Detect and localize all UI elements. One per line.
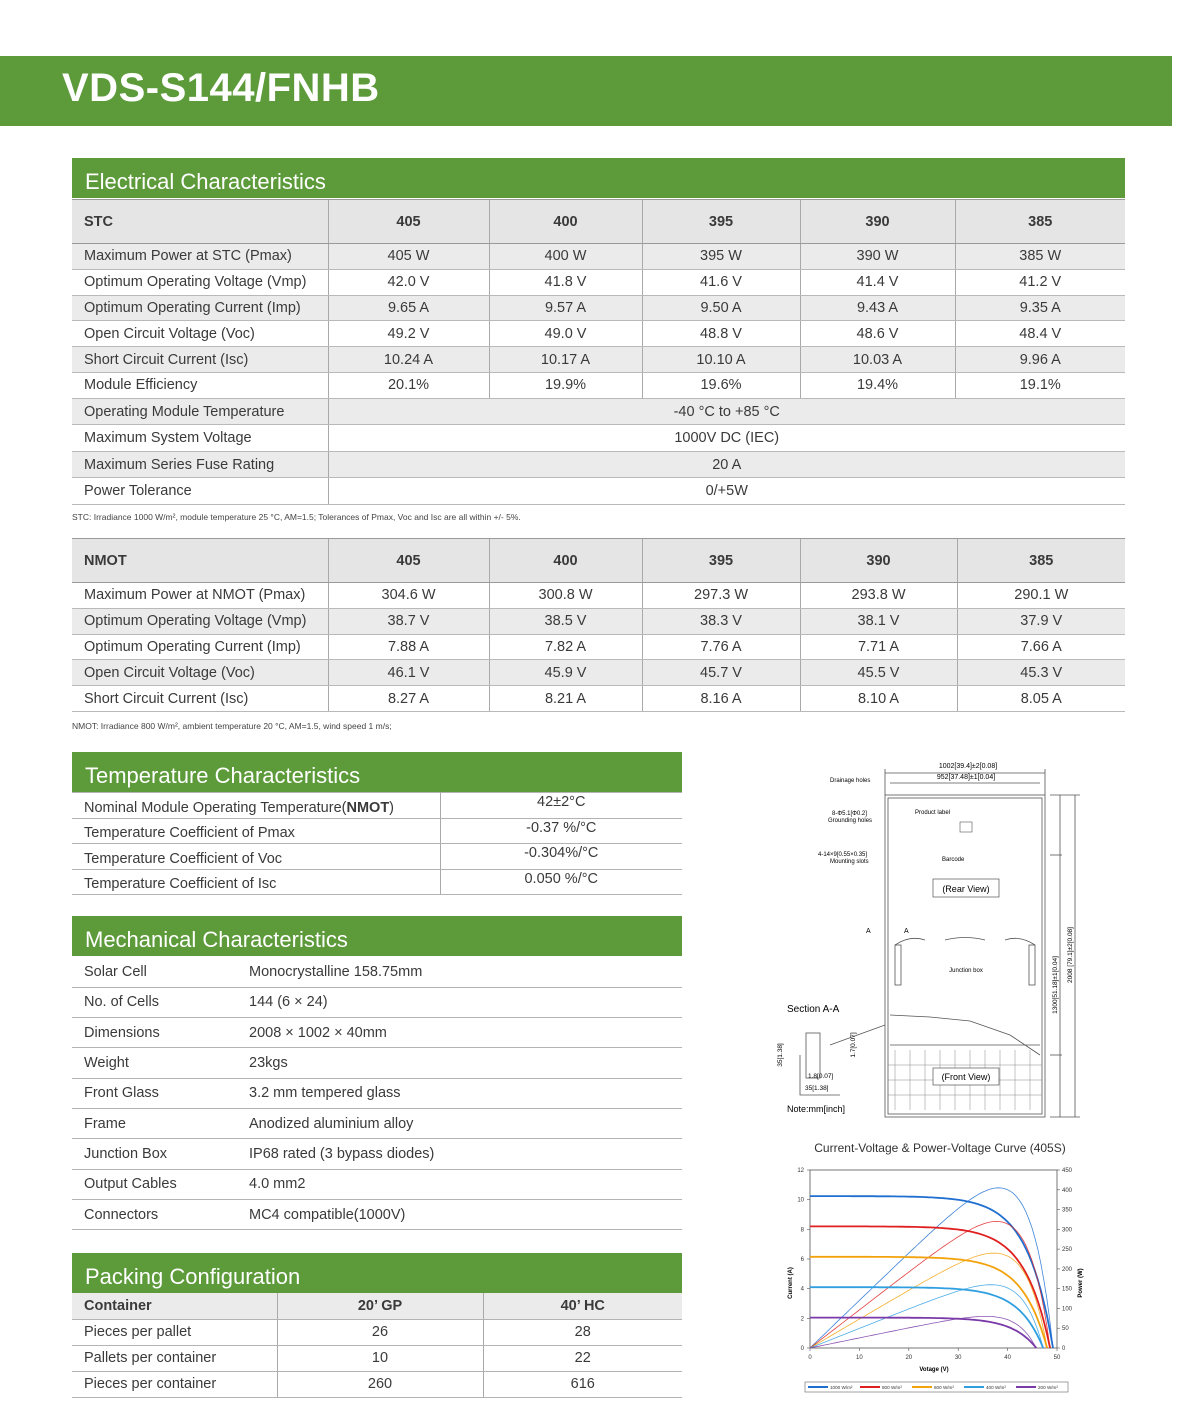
stc-row bbox=[72, 269, 1125, 295]
row-value: 38.7 V bbox=[328, 608, 489, 634]
row-value: 9.43 A bbox=[800, 295, 955, 321]
row-value: 41.6 V bbox=[642, 269, 800, 295]
y2-tick-label: 300 bbox=[1062, 1227, 1073, 1234]
stc-note: STC: Irradiance 1000 W/m², module temperature 25 °C, AM=1.5; Tolerances of Pmax, Voc and Isc are all within +/- 5%. bbox=[72, 512, 521, 522]
packing-header-20gp: 20’ GP bbox=[277, 1293, 483, 1319]
x-tick-label: 50 bbox=[1053, 1355, 1061, 1361]
row-value: 38.5 V bbox=[489, 608, 642, 634]
row-value: 45.9 V bbox=[489, 660, 642, 686]
row-label: Dimensions bbox=[72, 1018, 237, 1048]
row-value: 48.4 V bbox=[955, 321, 1125, 347]
dim-35-horizontal: 35[1.38] bbox=[805, 1085, 829, 1092]
iv-curve-2 bbox=[810, 1257, 1047, 1348]
note-units-label: Note:mm[inch] bbox=[787, 1104, 846, 1114]
nmot-header-row bbox=[72, 539, 1125, 583]
temperature-section-header bbox=[72, 752, 682, 792]
temperature-row bbox=[72, 844, 682, 870]
row-value: 0/+5W bbox=[328, 478, 1125, 505]
row-value: 9.57 A bbox=[489, 295, 642, 321]
row-value: 45.5 V bbox=[800, 660, 957, 686]
row-value: 48.8 V bbox=[642, 321, 800, 347]
mechanical-row bbox=[72, 1139, 682, 1169]
row-value: 144 (6 × 24) bbox=[237, 987, 682, 1017]
row-label: Open Circuit Voltage (Voc) bbox=[72, 321, 328, 347]
row-label: Solar Cell bbox=[72, 957, 237, 987]
row-label: Frame bbox=[72, 1108, 237, 1138]
dim-1-7: 1.7[0.07] bbox=[850, 1032, 857, 1058]
stc-header-row bbox=[72, 200, 1125, 244]
stc-row bbox=[72, 372, 1125, 398]
stc-label: STC bbox=[72, 200, 328, 244]
row-value: 7.66 A bbox=[957, 634, 1125, 660]
row-value: 20.1% bbox=[328, 372, 489, 398]
electrical-section-header bbox=[72, 158, 1125, 198]
row-value: 1000V DC (IEC) bbox=[328, 425, 1125, 452]
legend-label: 600 W/m² bbox=[934, 1385, 954, 1390]
row-value: 46.1 V bbox=[328, 660, 489, 686]
stc-table bbox=[72, 199, 1125, 505]
row-label: Optimum Operating Current (Imp) bbox=[72, 295, 328, 321]
row-value: 7.88 A bbox=[328, 634, 489, 660]
mounting-slots-label: Mounting slots bbox=[830, 859, 869, 865]
temperature-title: Temperature Characteristics bbox=[85, 763, 361, 788]
row-label: Operating Module Temperature bbox=[72, 398, 328, 425]
row-label bbox=[72, 844, 440, 870]
row-value: 304.6 W bbox=[328, 583, 489, 609]
row-value: 616 bbox=[483, 1371, 682, 1397]
row-label: Weight bbox=[72, 1048, 237, 1078]
row-value: 7.71 A bbox=[800, 634, 957, 660]
row-value: 42.0 V bbox=[328, 269, 489, 295]
y-tick-label: 12 bbox=[797, 1168, 804, 1174]
section-aa-label: Section A-A bbox=[787, 1004, 840, 1015]
row-value: 2008 × 1002 × 40mm bbox=[237, 1018, 682, 1048]
row-value: 41.8 V bbox=[489, 269, 642, 295]
row-value: 41.2 V bbox=[955, 269, 1125, 295]
row-value: 45.3 V bbox=[957, 660, 1125, 686]
top-banner bbox=[0, 56, 1172, 126]
row-value: 42±2°C bbox=[440, 793, 682, 819]
product-label-label: Product label bbox=[915, 810, 951, 816]
pv-curve-3 bbox=[810, 1285, 1043, 1348]
row-value: 10 bbox=[277, 1345, 483, 1371]
row-value: 38.3 V bbox=[642, 608, 800, 634]
grounding-holes-label: Grounding holes bbox=[828, 818, 873, 824]
mechanical-row bbox=[72, 987, 682, 1017]
packing-section-header bbox=[72, 1253, 682, 1293]
row-label: Maximum System Voltage bbox=[72, 425, 328, 452]
legend-label: 200 W/m² bbox=[1038, 1385, 1058, 1390]
section-marker-left: A bbox=[866, 928, 871, 935]
nmot-row bbox=[72, 634, 1125, 660]
junction-box-label: Junction box bbox=[949, 968, 983, 974]
y2-tick-label: 350 bbox=[1062, 1207, 1073, 1214]
legend-label: 800 W/m² bbox=[882, 1385, 902, 1390]
mechanical-row bbox=[72, 1078, 682, 1108]
drainage-holes-label: Drainage holes bbox=[830, 778, 871, 784]
stc-common-row bbox=[72, 451, 1125, 478]
row-label-bold: NMOT bbox=[346, 799, 390, 816]
temperature-row bbox=[72, 793, 682, 819]
dim-width-outer: 1002[39.4]±2[0.08] bbox=[938, 763, 998, 770]
y2-tick-label: 200 bbox=[1062, 1266, 1073, 1273]
rear-view-label: (Rear View) bbox=[942, 884, 990, 894]
x-tick-label: 30 bbox=[954, 1355, 962, 1361]
nmot-label: NMOT bbox=[72, 539, 328, 583]
row-value: 49.2 V bbox=[328, 321, 489, 347]
model-title: VDS-S144/FNHB bbox=[62, 66, 380, 110]
dim-width-inner: 952[37.48]±1[0.04] bbox=[936, 774, 996, 781]
row-value: 297.3 W bbox=[642, 583, 800, 609]
packing-header-row bbox=[72, 1293, 682, 1319]
mechanical-row bbox=[72, 1048, 682, 1078]
row-label: No. of Cells bbox=[72, 987, 237, 1017]
row-value: 19.9% bbox=[489, 372, 642, 398]
model-390: 390 bbox=[800, 200, 955, 244]
row-value: 22 bbox=[483, 1345, 682, 1371]
row-value: 395 W bbox=[642, 244, 800, 270]
row-label: Optimum Operating Voltage (Vmp) bbox=[72, 269, 328, 295]
row-value: -0.37 %/°C bbox=[440, 818, 682, 844]
model-395: 395 bbox=[642, 539, 800, 583]
row-label: Short Circuit Current (Isc) bbox=[72, 347, 328, 373]
mechanical-row bbox=[72, 1108, 682, 1138]
nmot-row bbox=[72, 583, 1125, 609]
y-tick-label: 6 bbox=[800, 1257, 804, 1263]
row-value: 9.50 A bbox=[642, 295, 800, 321]
row-value: 4.0 mm2 bbox=[237, 1169, 682, 1199]
row-value: 10.03 A bbox=[800, 347, 955, 373]
row-label: Module Efficiency bbox=[72, 372, 328, 398]
row-value: Monocrystalline 158.75mm bbox=[237, 957, 682, 987]
chart-ylabel: Current (A) bbox=[788, 1267, 794, 1299]
row-value: 28 bbox=[483, 1319, 682, 1345]
row-value: 290.1 W bbox=[957, 583, 1125, 609]
grounding-spec-label: 8-Φ5.1[Φ0.2] bbox=[832, 811, 867, 817]
chart-series bbox=[810, 1188, 1053, 1348]
y2-tick-label: 250 bbox=[1062, 1247, 1073, 1254]
nmot-row bbox=[72, 608, 1125, 634]
row-label: Maximum Series Fuse Rating bbox=[72, 451, 328, 478]
row-value: 7.76 A bbox=[642, 634, 800, 660]
mounting-spec-label: 4-14×9[0.55×0.35] bbox=[818, 852, 868, 858]
row-value: 20 A bbox=[328, 451, 1125, 478]
row-value: 8.10 A bbox=[800, 686, 957, 712]
chart-title: Current-Voltage & Power-Voltage Curve (405S) bbox=[814, 1141, 1066, 1155]
row-value: 293.8 W bbox=[800, 583, 957, 609]
dim-height-outer: 2008 [79.1]±2[0.08] bbox=[1067, 927, 1074, 983]
module-inner-frame bbox=[888, 798, 1042, 1114]
dim-height-inner: 1300[51.18]±1[0.04] bbox=[1052, 956, 1059, 1014]
dim-1-8: 1.8[0.07] bbox=[808, 1073, 834, 1080]
row-value: 45.7 V bbox=[642, 660, 800, 686]
row-value: 0.050 %/°C bbox=[440, 869, 682, 895]
row-value: 390 W bbox=[800, 244, 955, 270]
row-value: 8.05 A bbox=[957, 686, 1125, 712]
model-400: 400 bbox=[489, 200, 642, 244]
nmot-row bbox=[72, 660, 1125, 686]
row-value: 9.35 A bbox=[955, 295, 1125, 321]
row-value: 23kgs bbox=[237, 1048, 682, 1078]
row-value: 405 W bbox=[328, 244, 489, 270]
row-value: MC4 compatible(1000V) bbox=[237, 1199, 682, 1229]
row-label bbox=[72, 818, 440, 844]
model-385: 385 bbox=[957, 539, 1125, 583]
row-label bbox=[72, 869, 440, 895]
y2-tick-label: 50 bbox=[1062, 1326, 1069, 1333]
row-value: 8.16 A bbox=[642, 686, 800, 712]
dim-35-vertical: 35[1.38] bbox=[777, 1043, 784, 1067]
legend-label: 400 W/m² bbox=[986, 1385, 1006, 1390]
row-value: 41.4 V bbox=[800, 269, 955, 295]
row-value: 19.4% bbox=[800, 372, 955, 398]
module-drawing bbox=[770, 755, 1100, 1125]
row-label: Optimum Operating Current (Imp) bbox=[72, 634, 328, 660]
mechanical-table bbox=[72, 957, 682, 1230]
mechanical-row bbox=[72, 1199, 682, 1229]
row-label: Front Glass bbox=[72, 1078, 237, 1108]
row-label-text: Temperature Coefficient of Voc bbox=[84, 850, 283, 867]
y2-tick-label: 400 bbox=[1062, 1187, 1073, 1194]
row-value: 10.24 A bbox=[328, 347, 489, 373]
x-tick-label: 0 bbox=[808, 1355, 812, 1361]
model-400: 400 bbox=[489, 539, 642, 583]
x-tick-label: 20 bbox=[905, 1355, 913, 1361]
chart-y2label: Power (W) bbox=[1078, 1268, 1084, 1298]
model-390: 390 bbox=[800, 539, 957, 583]
row-value: 10.10 A bbox=[642, 347, 800, 373]
row-value: 9.96 A bbox=[955, 347, 1125, 373]
iv-pv-chart bbox=[770, 1135, 1100, 1420]
row-value: 9.65 A bbox=[328, 295, 489, 321]
iv-curve-0 bbox=[810, 1196, 1053, 1348]
y-tick-label: 10 bbox=[797, 1197, 804, 1204]
x-tick-label: 10 bbox=[856, 1355, 863, 1361]
row-value: 300.8 W bbox=[489, 583, 642, 609]
packing-header-container: Container bbox=[72, 1293, 277, 1319]
mechanical-row bbox=[72, 1018, 682, 1048]
row-value: 26 bbox=[277, 1319, 483, 1345]
stc-common-row bbox=[72, 478, 1125, 505]
row-label: Output Cables bbox=[72, 1169, 237, 1199]
y2-tick-label: 100 bbox=[1062, 1306, 1073, 1313]
row-label: Maximum Power at STC (Pmax) bbox=[72, 244, 328, 270]
stc-common-row bbox=[72, 398, 1125, 425]
model-385: 385 bbox=[955, 200, 1125, 244]
row-value: 260 bbox=[277, 1371, 483, 1397]
row-label bbox=[72, 793, 440, 819]
pv-curve-4 bbox=[810, 1316, 1036, 1348]
stc-row bbox=[72, 295, 1125, 321]
legend-label: 1000 W/m² bbox=[830, 1385, 853, 1390]
row-label: Power Tolerance bbox=[72, 478, 328, 505]
temperature-row bbox=[72, 869, 682, 895]
row-value: Anodized aluminium alloy bbox=[237, 1108, 682, 1138]
model-405: 405 bbox=[328, 200, 489, 244]
row-label: Maximum Power at NMOT (Pmax) bbox=[72, 583, 328, 609]
row-label: Junction Box bbox=[72, 1139, 237, 1169]
nmot-table bbox=[72, 538, 1125, 712]
electrical-title: Electrical Characteristics bbox=[85, 169, 326, 194]
stc-common-row bbox=[72, 425, 1125, 452]
packing-table bbox=[72, 1293, 682, 1398]
row-value: -0.304%/°C bbox=[440, 844, 682, 870]
mechanical-row bbox=[72, 957, 682, 987]
row-value: 37.9 V bbox=[957, 608, 1125, 634]
row-label: Connectors bbox=[72, 1199, 237, 1229]
row-value: IP68 rated (3 bypass diodes) bbox=[237, 1139, 682, 1169]
row-label-text: Temperature Coefficient of Pmax bbox=[84, 825, 295, 841]
row-value: 10.17 A bbox=[489, 347, 642, 373]
row-label: Pallets per container bbox=[72, 1345, 277, 1371]
y-tick-label: 0 bbox=[800, 1346, 804, 1352]
mechanical-title: Mechanical Characteristics bbox=[85, 927, 348, 952]
row-label-suffix: ) bbox=[389, 799, 395, 816]
nmot-note: NMOT: Irradiance 800 W/m², ambient temperature 20 °C, AM=1.5, wind speed 1 m/s; bbox=[72, 721, 392, 731]
packing-row bbox=[72, 1345, 682, 1371]
temperature-table bbox=[72, 792, 682, 895]
row-value: 38.1 V bbox=[800, 608, 957, 634]
packing-row bbox=[72, 1319, 682, 1345]
row-value: 48.6 V bbox=[800, 321, 955, 347]
row-value: 400 W bbox=[489, 244, 642, 270]
stc-row bbox=[72, 347, 1125, 373]
chart-legend bbox=[805, 1382, 1068, 1392]
packing-header-40hc: 40’ HC bbox=[483, 1293, 682, 1319]
front-view-label: (Front View) bbox=[941, 1072, 991, 1082]
y2-tick-label: 450 bbox=[1062, 1168, 1073, 1174]
row-value: 7.82 A bbox=[489, 634, 642, 660]
section-marker-right: A bbox=[904, 928, 909, 935]
packing-title: Packing Configuration bbox=[85, 1264, 301, 1289]
y-tick-label: 8 bbox=[800, 1227, 804, 1234]
nmot-row bbox=[72, 686, 1125, 712]
y2-tick-label: 0 bbox=[1062, 1346, 1066, 1352]
x-tick-label: 40 bbox=[1004, 1355, 1011, 1361]
row-value: 385 W bbox=[955, 244, 1125, 270]
row-label: Pieces per container bbox=[72, 1371, 277, 1397]
product-label-box bbox=[960, 822, 972, 832]
row-value: 3.2 mm tempered glass bbox=[237, 1078, 682, 1108]
row-value: 8.27 A bbox=[328, 686, 489, 712]
row-label: Pieces per pallet bbox=[72, 1319, 277, 1345]
temperature-row bbox=[72, 818, 682, 844]
packing-row bbox=[72, 1371, 682, 1397]
stc-row bbox=[72, 321, 1125, 347]
stc-row bbox=[72, 244, 1125, 270]
row-label: Short Circuit Current (Isc) bbox=[72, 686, 328, 712]
row-value: 49.0 V bbox=[489, 321, 642, 347]
y2-tick-label: 150 bbox=[1062, 1286, 1073, 1293]
row-label: Open Circuit Voltage (Voc) bbox=[72, 660, 328, 686]
model-395: 395 bbox=[642, 200, 800, 244]
mechanical-row bbox=[72, 1169, 682, 1199]
row-value: -40 °C to +85 °C bbox=[328, 398, 1125, 425]
row-label-text: Temperature Coefficient of Isc bbox=[84, 876, 277, 892]
chart-xlabel: Votage (V) bbox=[919, 1367, 949, 1373]
row-label-text: Nominal Module Operating Temperature( bbox=[84, 799, 347, 816]
mechanical-section-header bbox=[72, 916, 682, 956]
row-value: 19.1% bbox=[955, 372, 1125, 398]
model-405: 405 bbox=[328, 539, 489, 583]
row-label: Optimum Operating Voltage (Vmp) bbox=[72, 608, 328, 634]
row-value: 8.21 A bbox=[489, 686, 642, 712]
barcode-label: Barcode bbox=[942, 857, 965, 863]
row-value: 19.6% bbox=[642, 372, 800, 398]
y-tick-label: 2 bbox=[800, 1316, 804, 1323]
y-tick-label: 4 bbox=[800, 1286, 804, 1293]
